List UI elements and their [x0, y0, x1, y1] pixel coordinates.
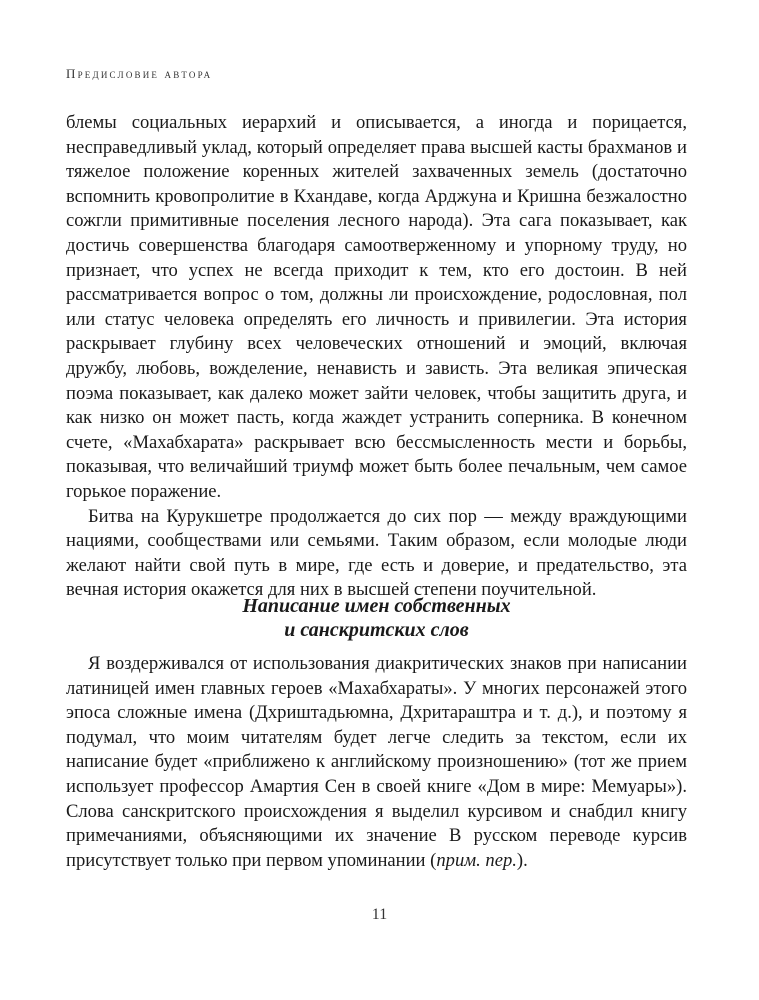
- section-heading: [66, 594, 687, 642]
- running-head: Предисловие автора: [66, 66, 213, 81]
- paragraph-transliteration: [66, 652, 687, 873]
- paragraph-kurukshetra: Битва на Курукшетре продолжается до сих пор — между враждующими нациями, сообществами или семьями. Таким образом, если молодые люди желают найти свой путь в мире, где есть и доверие, и предательство, эта вечная история окажется для них в высшей степени поучительной.: [66, 505, 687, 601]
- page-number: 11: [371, 906, 388, 923]
- translator-note: прим. пер.: [436, 849, 517, 871]
- section-heading-line-1: Написание имен собственных: [242, 595, 511, 617]
- body-text-bottom: [66, 652, 687, 873]
- section-heading-line-2: и санскритских слов: [284, 619, 469, 641]
- paragraph-continued: блемы социальных иерархий и описывается, а иногда и порицается, несправедливый уклад, который определяет права высшей касты брахманов и тяжелое положение коренных жителей захваченных земель (достаточно вспомнить кровопролитие в Кхандаве, когда Арджуна и Кришна безжалостно сожгли примитивные поселения лесного народа). Эта сага показывает, как достичь совершенства благодаря самоотверженному и упорному труду, но признает, что успех не всегда приходит к тем, кто его достоин. В ней рассматривается вопрос о том, должны ли происхождение, родословная, пол или статус человека определять его личность и привилегии. Эта история раскрывает глубину всех человеческих отношений и эмоций, включая дружбу, любовь, вожделение, ненависть и зависть. Эта великая эпическая поэма показывает, как далеко может зайти человек, чтобы защитить друга, и как низко он может пасть, когда жаждет устранить соперника. В конечном счете, «Махабхарата» раскрывает всю бессмысленность мести и борьбы, показывая, что величайший триумф может быть более печальным, чем самое горькое поражение.: [66, 112, 687, 502]
- paragraph-transliteration-end: ).: [516, 849, 528, 871]
- paragraph-transliteration-text: Я воздерживался от использования диакритических знаков при написании латиницей имен главных героев «Махабхараты». У многих персонажей этого эпоса сложные имена (Дхриштадьюмна, Дхритараштра и т. д.), и поэтому я подумал, что моим читателям будет легче следить за текстом, если их написание будет «приближено к английскому произношению» (тот же прием использует профессор Амартия Сен в своей книге «Дом в мире: Мемуары»). Слова санскритского происхождения я выделил курсивом и снабдил книгу примечаниями, объясняющими их значение В русском переводе курсив присутствует только при первом упоминании (: [66, 653, 687, 871]
- body-text-top: [66, 111, 687, 603]
